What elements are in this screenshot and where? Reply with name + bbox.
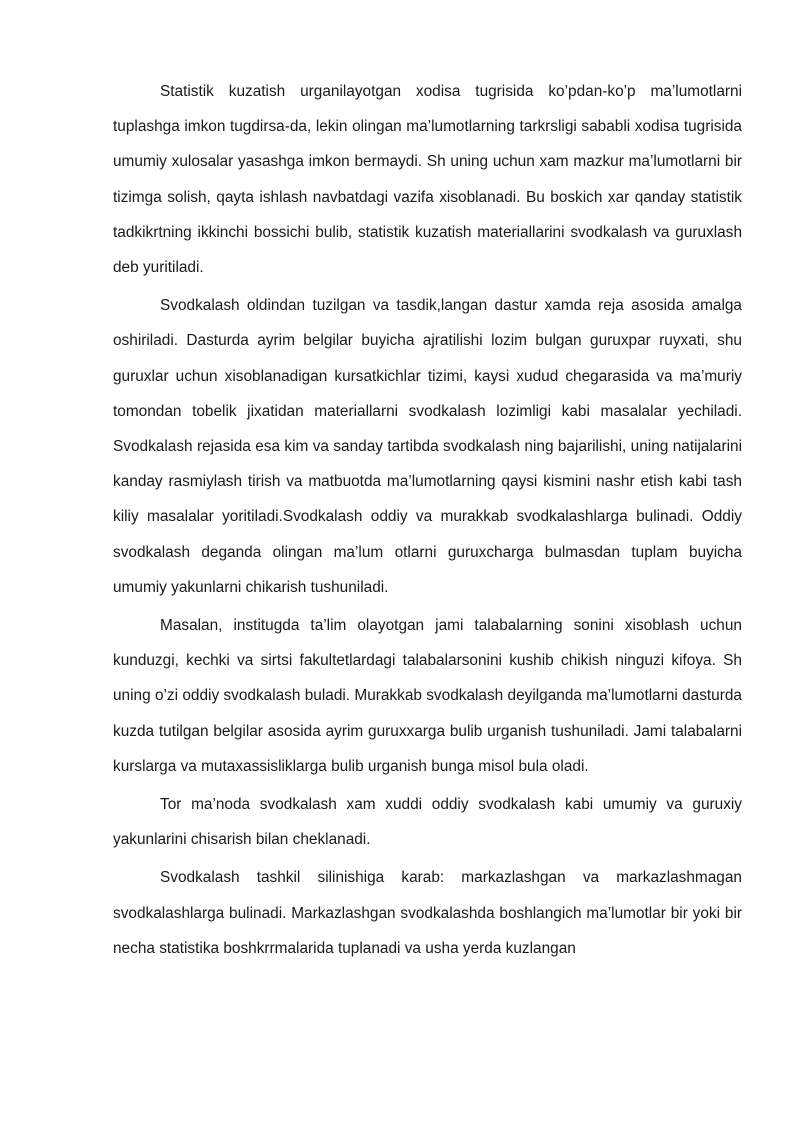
paragraph-2: Svodkalash oldindan tuzilgan va tasdik,langan dastur xamda reja asosida amalga oshiriladi. Dasturda ayrim belgilar buyicha ajratilishi lozim bulgan guruxpar ruyxati, shu guruxlar uchun xisoblanadigan kursatkichlar tizimi, kaysi xudud chegarasida va ma’muriy tomondan tobelik jixatidan materiallarni svodkalash lozimligi kabi masalalar yechiladi. Svodkalash rejasida esa kim va sanday tartibda svodkalash ning bajarilishi, uning natijalarini kanday rasmiylash tirish va matbuotda ma’lumotlarning qaysi kismini nashr etish kabi tash kiliy masalalar yoritiladi.Svodkalash oddiy va murakkab svodkalashlarga bulinadi. Oddiy svodkalash deganda olingan ma’lum otlarni guruxcharga bulmasdan tuplam buyicha umumiy yakunlarni chikarish tushuniladi. xyxy=(113,297,742,596)
paragraph-1: Statistik kuzatish urganilayotgan xodisa tugrisida ko’pdan-ko’p ma’lumotlarni tuplashga imkon tugdirsa-da, lekin olingan ma’lumotlarning tarkrsligi sababli xodisa tugrisida umumiy xulosalar yasashga imkon bermaydi. Sh uning uchun xam mazkur ma’lumotlarni bir tizimga solish, qayta ishlash navbatdagi vazifa xisoblanadi. Bu boskich xar qanday statistik tadkikrtning ikkinchi bossichi bulib, statistik kuzatish materiallarini svodkalash va guruxlash deb yuritiladi. xyxy=(113,83,742,277)
paragraph-3: Masalan, institugda ta’lim olayotgan jami talabalarning sonini xisoblash uchun kunduzgi, kechki va sirtsi fakultetlardagi talabalarsonini kushib chikish ninguzi kifoya. Sh uning o’zi oddiy svodkalash buladi. Murakkab svodkalash deyilganda ma’lumotlarni dasturda kuzda tutilgan belgilar asosida ayrim guruxxarga bulib urganish tushuniladi. Jami talabalarni kurslarga va mutaxassisliklarga bulib urganish bunga misol bula oladi. xyxy=(113,617,742,775)
paragraph-5: Svodkalash tashkil silinishiga karab: markazlashgan va markazlashmagan svodkalashlarga bulinadi. Markazlashgan svodkalashda boshlangich ma’lumotlar bir yoki bir necha statistika boshkrrmalarida tuplanadi va usha yerda kuzlangan xyxy=(113,869,742,957)
paragraph-4: Tor ma’noda svodkalash xam xuddi oddiy svodkalash kabi umumiy va guruxiy yakunlarini chisarish bilan cheklanadi. xyxy=(113,796,742,849)
document-body xyxy=(113,74,742,969)
